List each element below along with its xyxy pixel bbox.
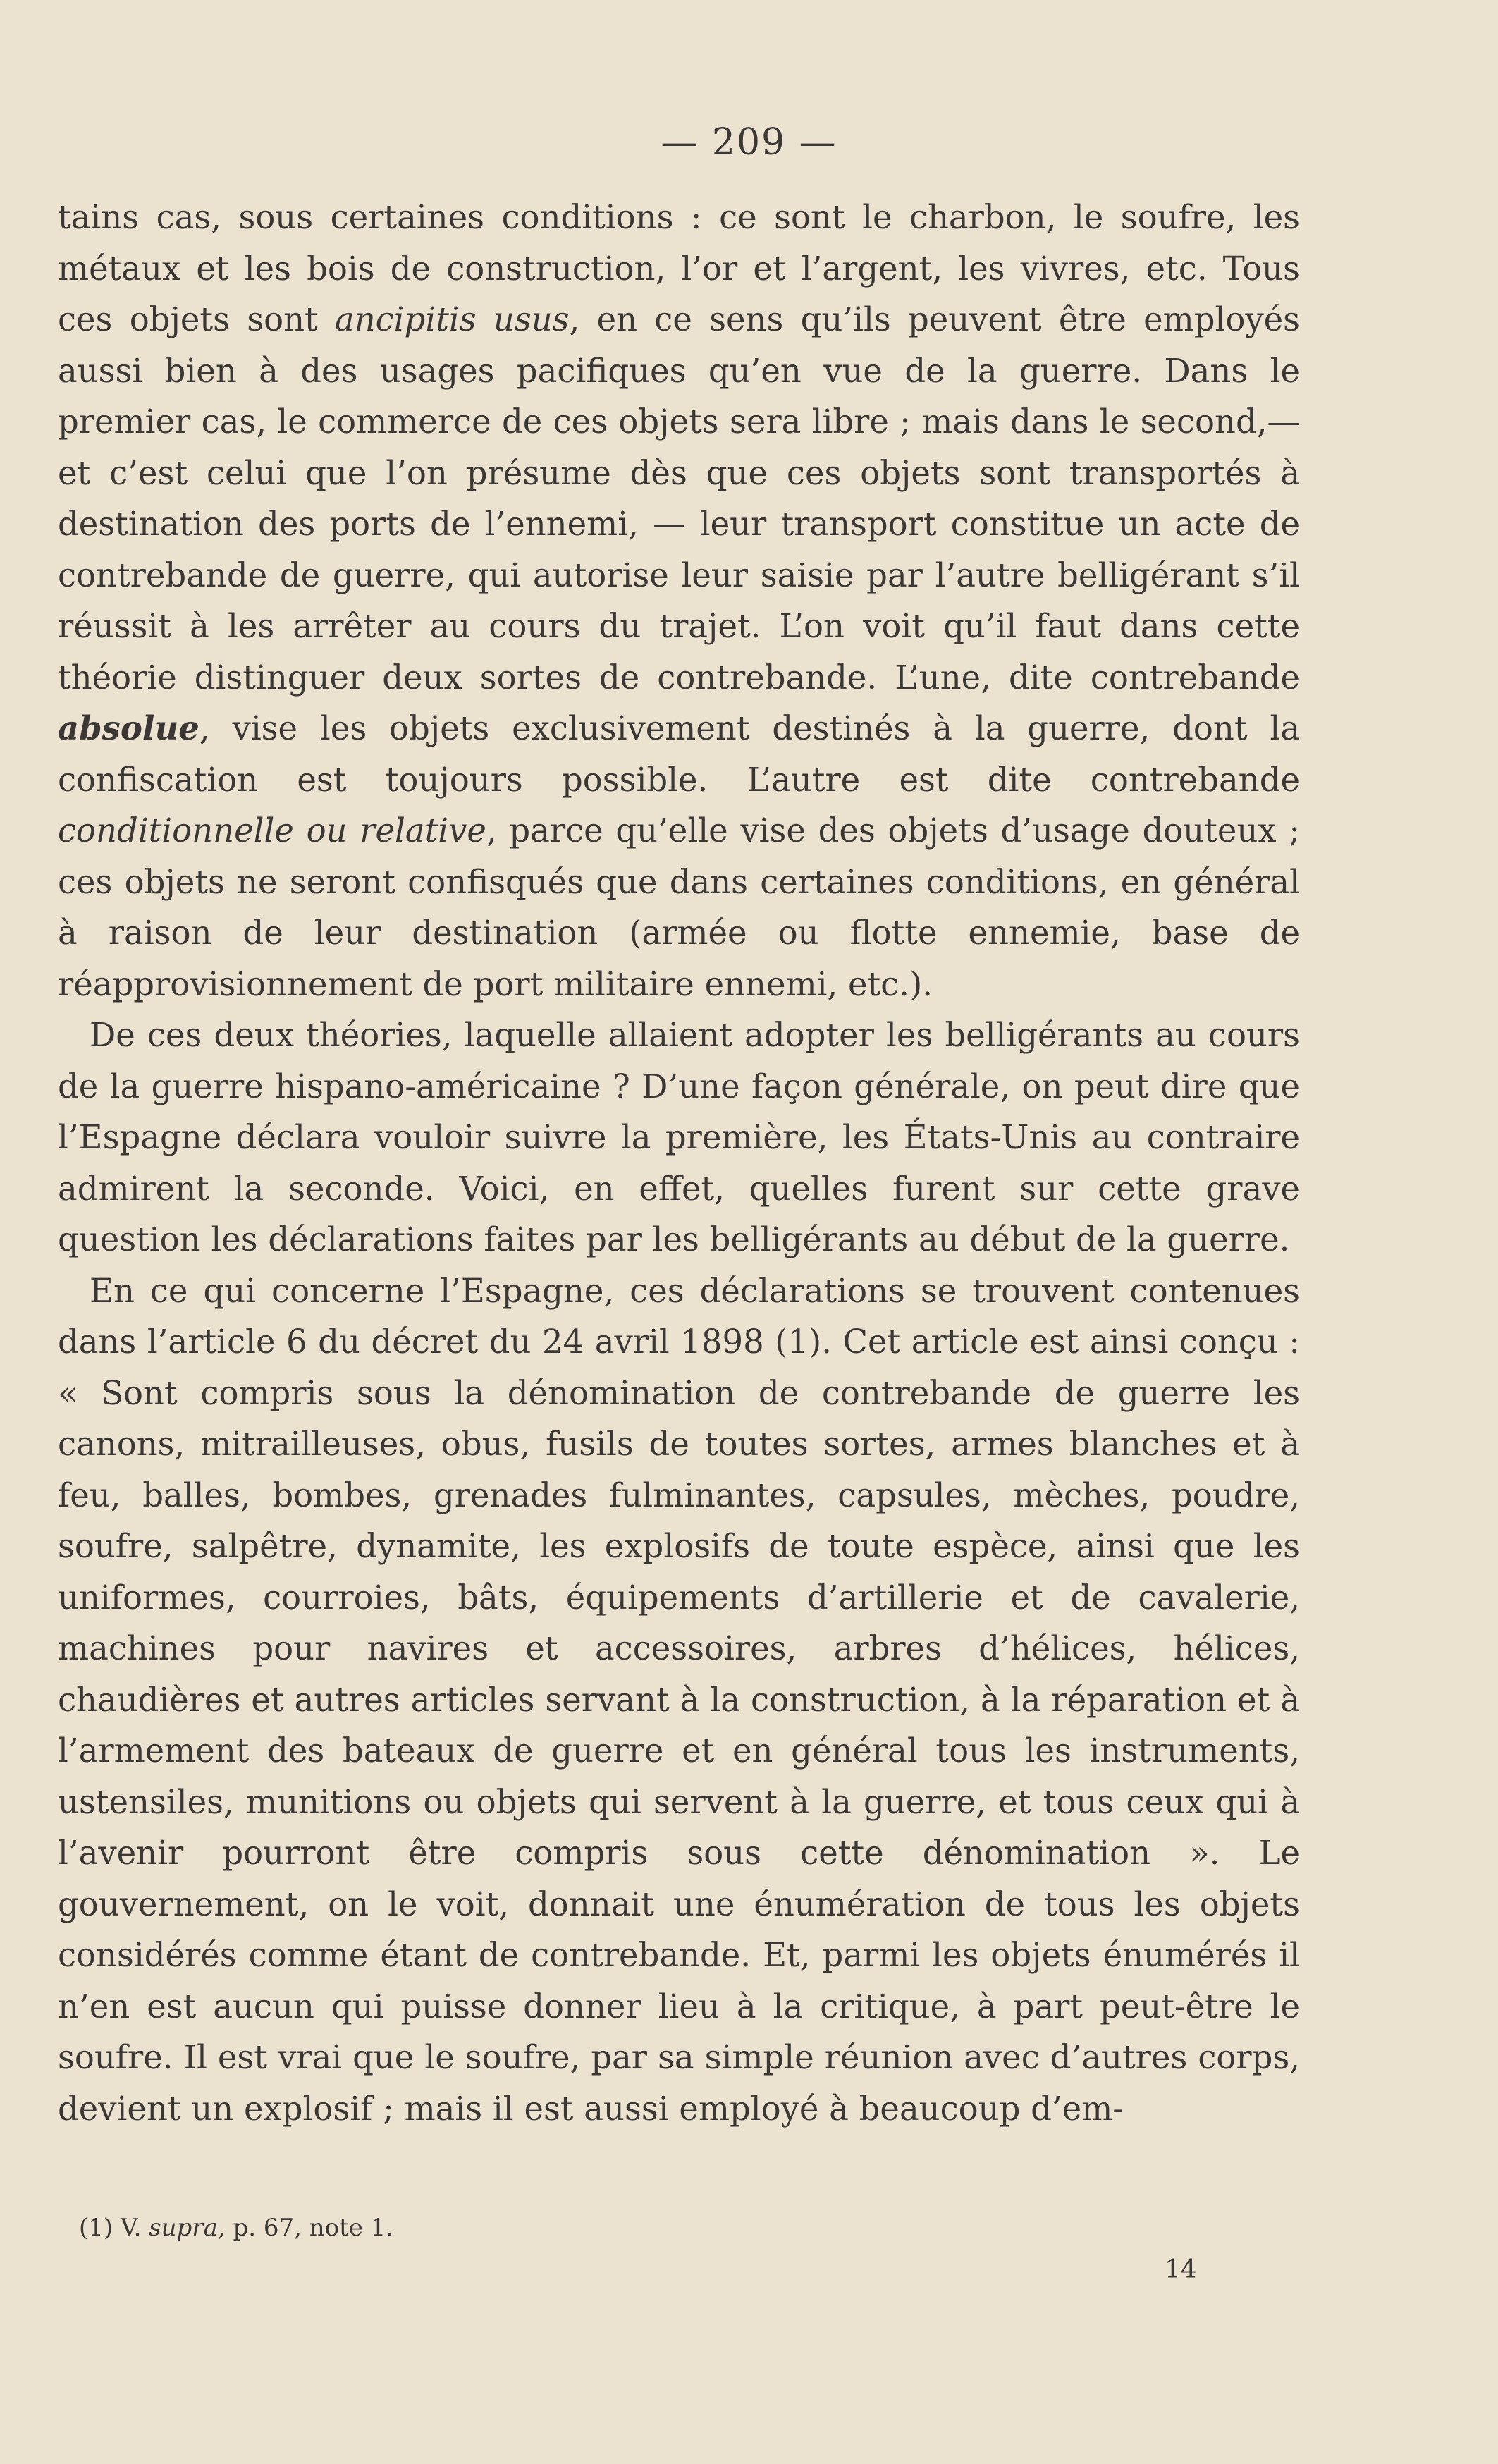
paragraph [58,1010,1300,1265]
signature-mark: 14 [1165,2255,1197,2284]
text-run: conditionnelle ou relative [58,811,486,850]
text-run: absolue [58,709,199,747]
text-run: En ce qui concerne l’Espagne, ces déclarations se trouvent contenues dans l’article 6 du décret du 24 avril 1898 (1). Cet article est ainsi conçu : « Sont compris sous la dénomination de contrebande de guerre les canons, mitrailleuses, obus, fusils de toutes sortes, armes blanches et à feu, balles, bombes, grenades fulminantes, capsules, mèches, poudre, soufre, salpêtre, dynamite, les explosifs de toute espèce, ainsi que les uniformes, courroies, bâts, équipements d’artillerie et de cavalerie, machines pour navires et accessoires, arbres d’hélices, hélices, chaudières et autres articles servant à la construction, à la réparation et à l’armement des bateaux de guerre et en général tous les instruments, ustensiles, munitions ou objets qui servent à la guerre, et tous ceux qui à l’avenir pourront être compris sous cette dénomination ». Le gouvernement, on le voit, donnait une énumération de tous les objets considérés comme étant de contrebande. Et, parmi les objets énumérés il n’en est aucun qui puisse donner lieu à la critique, à part peut-être le soufre. Il est vrai que le soufre, par sa simple réunion avec d’autres corps, devient un explosif ; mais il est aussi employé à beaucoup d’em- [58,1271,1300,2128]
footnote-prefix: (1) V. [79,2214,149,2242]
page-number: — 209 — [661,121,837,164]
text-run: , en ce sens qu’ils peuvent être employés aussi bien à des usages pacifiques qu’en vue de la guerre. Dans le premier cas, le commerce de ces objets sera libre ; mais dans le second,— et c’est celui que l’on présume dès que ces objets sont transportés à destination des ports de l’ennemi, — leur transport constitue un acte de contrebande de guerre, qui autorise leur saisie par l’autre belligérant s’il réussit à les arrêter au cours du trajet. L’on voit qu’il faut dans cette théorie distinguer deux sortes de contrebande. L’une, dite contrebande [58,300,1300,697]
text-run: tains cas, sous certaines conditions : ce sont le charbon, le soufre, les métaux et les bois de construction, l’or et l’argent, les vivres, etc. Tous ces objets sont [58,198,1300,338]
paragraph [58,192,1300,1010]
footnote-suffix: , p. 67, note 1. [217,2214,394,2242]
text-run: , parce qu’elle vise des objets d’usage douteux ; ces objets ne seront confisqués que dans certaines conditions, en général à raison de leur destination (armée ou flotte ennemie, base de réapprovisionnement de port militaire ennemi, etc.). [58,811,1300,1003]
text-run: , vise les objets exclusivement destinés à la guerre, dont la confiscation est toujours possible. L’autre est dite contrebande [58,709,1300,799]
body-text [58,192,1300,2134]
footnote-italic: supra [149,2214,218,2242]
footnote [79,2210,393,2245]
paragraph [58,1265,1300,2135]
text-run: ancipitis usus [334,300,570,338]
text-run: De ces deux théories, laquelle allaient adopter les belligérants au cours de la guerre hispano-américaine ? D’une façon générale, on peut dire que l’Espagne déclara vouloir suivre la première, les États-Unis au contraire admirent la seconde. Voici, en effet, quelles furent sur cette grave question les déclarations faites par les belligérants au début de la guerre. [58,1016,1300,1258]
